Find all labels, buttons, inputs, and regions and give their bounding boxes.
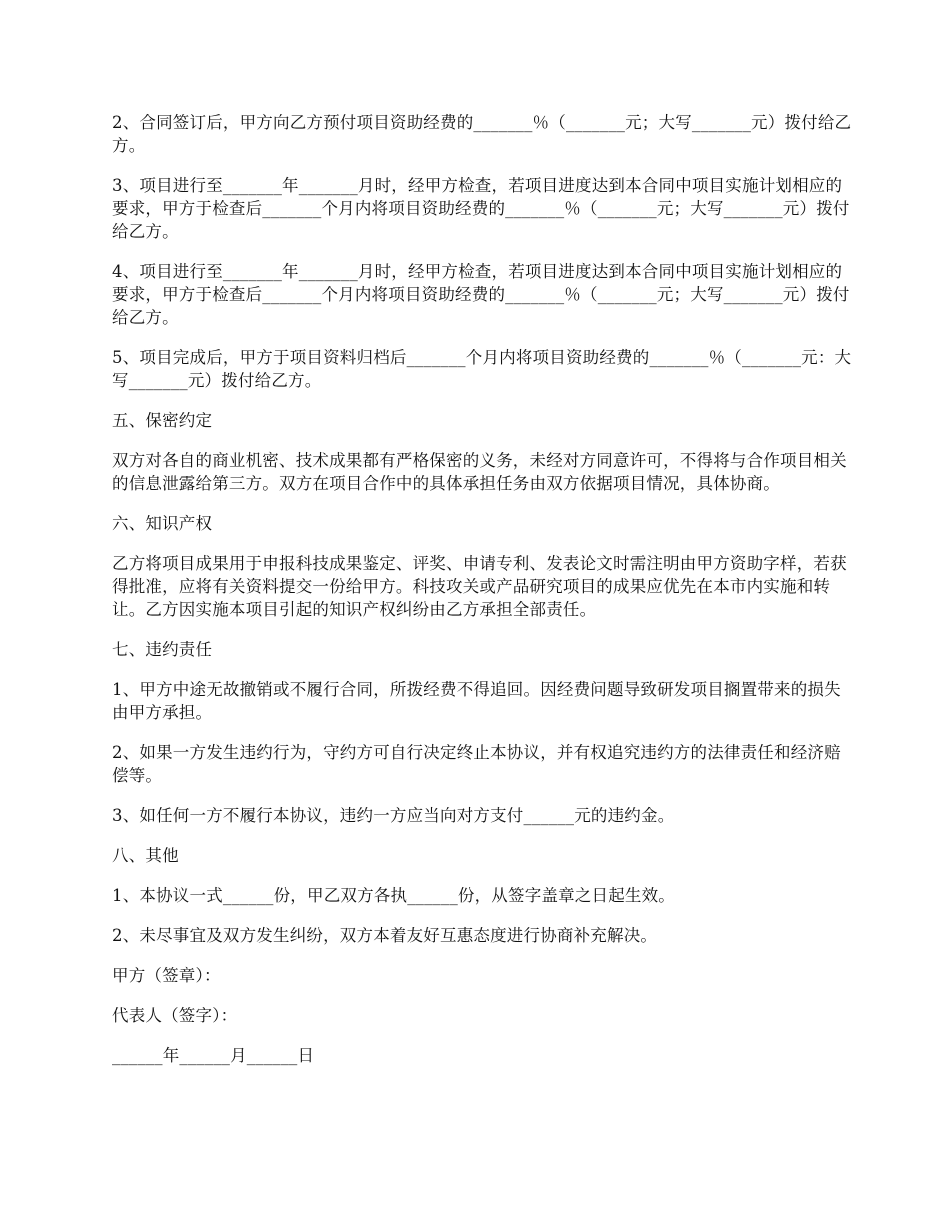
liability-clause-3: 3、如任何一方不履行本协议，违约一方应当向对方支付______元的违约金。 — [112, 806, 675, 825]
clause-4-5: 5、项目完成后，甲方于项目资料归档后_______个月内将项目资助经费的_______％（_______元：大写_______元）拨付给乙方。 — [112, 348, 852, 390]
date-line: ______年______月______日 — [112, 1046, 315, 1065]
document-body — [112, 111, 852, 1084]
confidentiality-text: 双方对各自的商业机密、技术成果都有严格保密的义务，未经对方同意许可，不得将与合作项目相关的信息泄露给第三方。双方在项目合作中的具体承担任务由双方依据项目情况，具体协商。 — [112, 451, 847, 493]
other-clause-1: 1、本协议一式______份，甲乙双方各执______份，从签字盖章之日起生效。 — [112, 886, 675, 905]
clause-4-4: 4、项目进行至_______年_______月时，经甲方检查，若项目进度达到本合同中项目实施计划相应的要求，甲方于检查后_______个月内将项目资助经费的_______％（_______元；大写_______元）拨付给乙方。 — [112, 262, 850, 327]
representative-signature-line: 代表人（签字）： — [112, 1006, 238, 1025]
other-clause-2: 2、未尽事宜及双方发生纠纷，双方本着友好互惠态度进行协商补充解决。 — [112, 926, 658, 945]
section-heading-ip: 六、知识产权 — [112, 514, 213, 533]
liability-clause-1: 1、甲方中途无故撤销或不履行合同，所拨经费不得追回。因经费问题导致研发项目搁置带来的损失由甲方承担。 — [112, 680, 841, 722]
clause-4-3: 3、项目进行至_______年_______月时，经甲方检查，若项目进度达到本合同中项目实施计划相应的要求，甲方于检查后_______个月内将项目资助经费的_______％（_______元；大写_______元）拨付给乙方。 — [112, 176, 850, 241]
clause-4-2: 2、合同签订后，甲方向乙方预付项目资助经费的_______％（_______元；大写_______元）拨付给乙方。 — [112, 113, 852, 155]
section-heading-confidentiality: 五、保密约定 — [112, 411, 213, 430]
liability-clause-2: 2、如果一方发生违约行为，守约方可自行决定终止本协议，并有权追究违约方的法律责任和经济赔偿等。 — [112, 743, 841, 785]
section-heading-liability: 七、违约责任 — [112, 640, 213, 659]
party-a-signature-line: 甲方（签章）： — [112, 966, 221, 985]
section-heading-other: 八、其他 — [112, 846, 179, 865]
ip-text: 乙方将项目成果用于申报科技成果鉴定、评奖、申请专利、发表论文时需注明由甲方资助字样，若获得批准，应将有关资料提交一份给甲方。科技攻关或产品研究项目的成果应优先在本市内实施和转让。乙方因实施本项目引起的知识产权纠纷由乙方承担全部责任。 — [112, 554, 847, 619]
